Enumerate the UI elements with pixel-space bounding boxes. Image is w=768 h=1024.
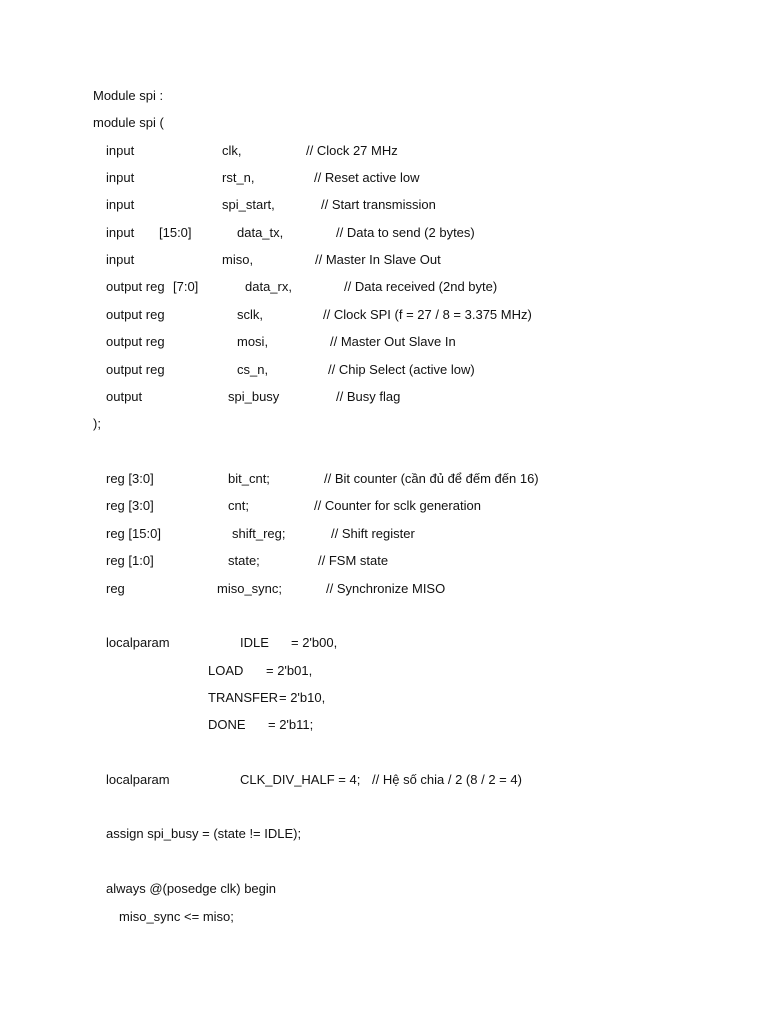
clkdiv-keyword: localparam [106,772,170,787]
module-declaration [0,114,768,132]
reg-name: shift_reg; [232,526,286,541]
localparam-line [0,689,768,707]
port-direction: input [106,252,135,267]
reg-comment: // FSM state [318,553,389,568]
reg-comment: // Shift register [331,526,415,541]
port-comment: // Start transmission [321,197,436,212]
port-line [0,142,768,160]
reg-type: reg [15:0] [106,526,161,541]
reg-type: reg [106,581,125,596]
state-value: = 2'b00, [291,635,338,650]
port-direction: input [106,197,135,212]
port-direction: output reg [106,334,165,349]
port-comment: // Clock 27 MHz [306,143,398,158]
port-name: clk, [222,143,242,158]
port-comment: // Reset active low [314,170,420,185]
port-direction: output reg [106,362,165,377]
always-body-text: miso_sync <= miso; [119,909,234,924]
port-direction: output [106,389,143,404]
clkdiv-expr: CLK_DIV_HALF = 4; [240,772,361,787]
port-name: spi_busy [228,389,280,404]
state-name: LOAD [208,663,244,678]
state-name: IDLE [240,635,269,650]
localparam-line [0,716,768,734]
module-close-text: ); [93,416,101,431]
port-direction: output reg [106,307,165,322]
heading-text: Module spi : [93,88,164,103]
always-body-line [0,908,768,926]
port-name: data_rx, [245,279,292,294]
port-name: cs_n, [237,362,269,377]
always-text: always @(posedge clk) begin [106,881,277,896]
state-value: = 2'b11; [268,717,314,732]
port-comment: // Data received (2nd byte) [344,279,498,294]
port-comment: // Chip Select (active low) [328,362,475,377]
module-close [0,415,768,433]
port-comment: // Clock SPI (f = 27 / 8 = 3.375 MHz) [323,307,532,322]
port-direction: input [106,143,135,158]
reg-comment: // Bit counter (cần đủ để đếm đến 16) [324,471,539,486]
state-name: DONE [208,717,246,732]
port-width: [15:0] [159,225,192,240]
reg-comment: // Synchronize MISO [326,581,446,596]
reg-name: bit_cnt; [228,471,270,486]
port-direction: output reg [106,279,165,294]
assign-text: assign spi_busy = (state != IDLE); [106,826,302,841]
port-name: miso, [222,252,254,267]
port-line [0,196,768,214]
state-name: TRANSFER [208,690,279,705]
port-comment: // Busy flag [336,389,401,404]
reg-line [0,470,768,488]
port-line [0,169,768,187]
port-comment: // Data to send (2 bytes) [336,225,475,240]
port-name: rst_n, [222,170,255,185]
reg-name: state; [228,553,260,568]
reg-name: cnt; [228,498,249,513]
port-line [0,361,768,379]
localparam-keyword: localparam [106,635,170,650]
state-value: = 2'b10, [279,690,326,705]
localparam-line [0,662,768,680]
localparam-line [0,634,768,652]
module-open-text: module spi ( [93,115,164,130]
port-name: mosi, [237,334,269,349]
doc-heading [0,87,768,105]
port-comment: // Master Out Slave In [330,334,456,349]
port-width: [7:0] [173,279,199,294]
clkdiv-comment: // Hệ số chia / 2 (8 / 2 = 4) [372,772,522,787]
port-comment: // Master In Slave Out [315,252,441,267]
port-line [0,251,768,269]
port-name: spi_start, [222,197,275,212]
port-direction: input [106,170,135,185]
reg-line [0,525,768,543]
always-line [0,880,768,898]
port-name: sclk, [237,307,263,322]
port-line [0,224,768,242]
assign-line [0,825,768,843]
reg-line [0,580,768,598]
port-line [0,333,768,351]
port-direction: input [106,225,135,240]
reg-line [0,497,768,515]
reg-comment: // Counter for sclk generation [314,498,481,513]
state-value: = 2'b01, [266,663,313,678]
reg-line [0,552,768,570]
port-name: data_tx, [237,225,284,240]
reg-type: reg [1:0] [106,553,154,568]
reg-name: miso_sync; [217,581,283,596]
port-line [0,278,768,296]
reg-type: reg [3:0] [106,471,154,486]
clkdiv-line [0,771,768,789]
port-line [0,388,768,406]
reg-type: reg [3:0] [106,498,154,513]
port-line [0,306,768,324]
